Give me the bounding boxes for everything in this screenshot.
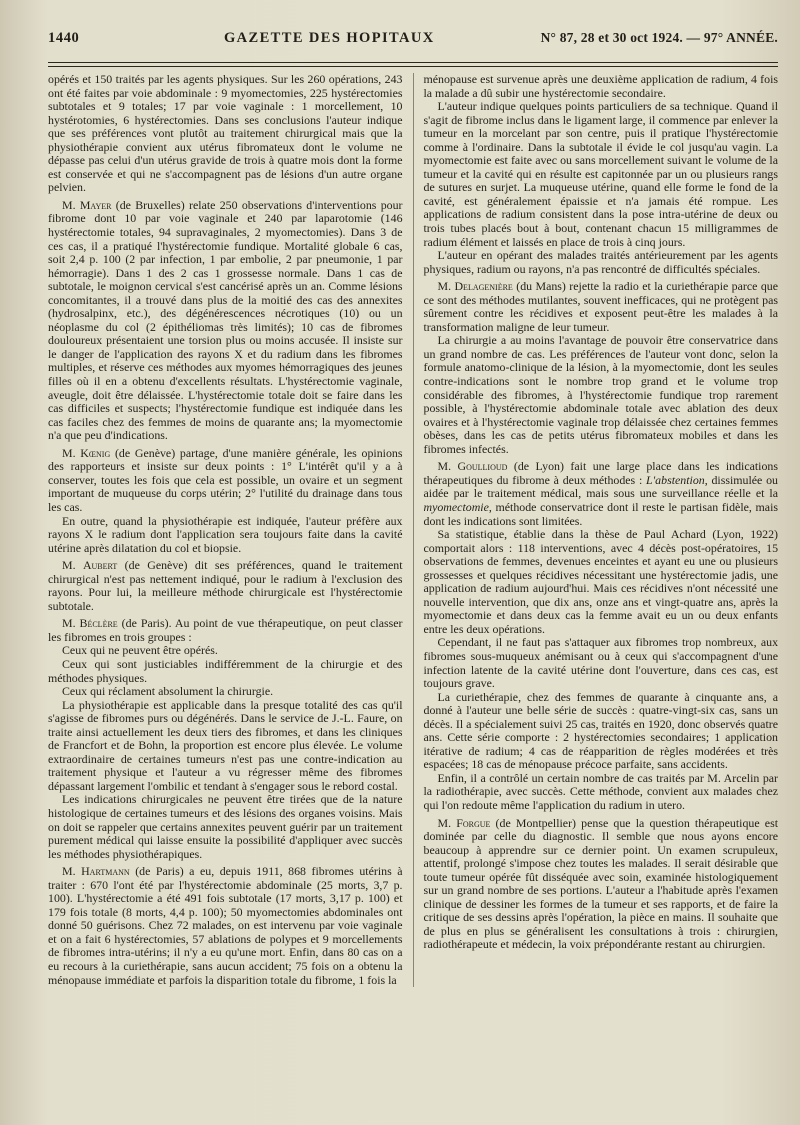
body-text: (de Genève) dit ses préférences, quand le traitement chirurgical n'est pas nettement indiqué, pour le radium à l'exclusion des rayons. Pour lui, la meilleure méthode chirurgicale est l'hystérectomie subtotale. <box>48 558 403 613</box>
body-text: Les indications chirurgicales ne peuvent être tirées que de la nature histologique de certaines tumeurs et des lésions des organes voisins. Mais on doit se rappeler que certains annexites peuvent guérir par un traitement purement médical qui laisse ensuite la possibilité d'appliquer avec succès les méthodes physiothérapiques. <box>48 792 403 861</box>
body-text: (de Paris) a eu, depuis 1911, 868 fibromes utérins à traiter : 670 l'ont été par l'hystérectomie abdominale (25 morts, 3,7 p. 100). L'hystérectomie a été 491 fois subtotale (17 morts, 3,17 p. 100) et 179 fois totale (8 morts, 4,4 p. 100); 50 myomectomies abdominales ont donné 50 guérisons. Chez 72 malades, on est intervenu par voie vaginale et on a fait 6 hystérectomies, 57 ablations de polypes et 9 morcellements de fibromes intra-utérins; il n'y a eu qu'une mort. Enfin, dans 80 cas on a eu recours à la curiethérapie, sans aucun accident; 75 fois on a obtenu la ménopause immédiate et parfois la disparition totale du fibrome, 1 fois la <box>48 864 403 987</box>
paragraph <box>424 249 779 276</box>
body-text: (de Paris). Au point de vue thérapeutique, on peut classer les fibromes en trois groupes : <box>48 616 403 644</box>
journal-title: GAZETTE DES HOPITAUX <box>223 30 435 46</box>
author-name: Mayer <box>79 197 112 212</box>
paragraph <box>48 793 403 861</box>
author-name: Hartmann <box>81 864 130 879</box>
paragraph <box>424 772 779 813</box>
body-text: L'auteur en opérant des malades traités antérieurement par les agents physiques, radium ou rayons, n'a pas rencontré de difficultés spéciales. <box>423 248 779 276</box>
paragraph <box>424 528 779 636</box>
body-text: La physiothérapie est applicable dans la presque totalité des cas qu'il s'agisse de fibromes purs ou dégénérés. Dans le service de J.-L. Faure, on traite ainsi actuellement les deux tiers des fibromes, et dans les cliniques de Francfort et de Bohn, la proportion est encore plus élevée. Le volume extraordinaire de certaines tumeurs n'est pas une contre-indication au traitement physique et l'auteur a vu régresser même des fibromes dépassant largement l'ombilic et tendant à s'engager sous le rebord costal. <box>48 697 403 793</box>
body-text: La curiethérapie, chez des femmes de quarante à cinquante ans, a donné à l'auteur une belle série de succès : quatre-vingt-six cas, sans un décès. Il a spécialement suivi 25 cas, traités en 1920, donc observés quatre ans. Cette série comporte : 2 hystérectomies secondaires; 1 application itérative de radium; 4 cas de réapparition de règles modérées et très espacées; 18 cas de ménopause précoce parfaite, sans accidents. <box>423 689 779 772</box>
body-text: , dissimulée ou aidée par le traitement médical, mais sous une surveillance réelle et la <box>423 472 779 501</box>
body-text: M. <box>62 197 80 212</box>
body-text: (de Montpellier) pense que la question thérapeutique est dominée par celle du diagnostic. Il semble que nous ayons encore beaucoup à apprendre sur ce dernier point. Un examen scrupuleux, attentif, prolongé s'impose chez toutes les malades. Il serait désirable que toute tumeur opérée fût disséquée avec soin, examinée histologiquement sur un grand nombre de ses portions. L'auteur a l'habitude après l'examen clinique de dessiner les formes de la tumeur et ses rapports, et de faire la critique de ses dessins après l'opération, la pièce en mains. Il souhaite que de plus en plus se généralisent les consultations à trois : chirurgien, radiothérapeute et médecin, la voix prépondérante restant au chirurgien. <box>423 815 779 952</box>
body-text: M. <box>62 864 82 879</box>
body-text: (de Lyon) fait une large place dans les indications thérapeutiques du fibrome à deux méthodes : <box>423 459 779 487</box>
page-number: 1440 <box>48 30 80 46</box>
paragraph <box>424 334 779 456</box>
paragraph <box>48 644 403 658</box>
paragraph <box>424 460 779 528</box>
body-text: En outre, quand la physiothérapie est indiquée, l'auteur préfère aux rayons X le radium dont l'application sera toujours faite dans la cavité utérine après dilatation du col et biopsie. <box>48 513 403 555</box>
author-name: Aubert <box>82 558 118 573</box>
column-divider <box>413 73 414 987</box>
paragraph <box>48 699 403 794</box>
body-text: , méthode conservatrice dont il reste le partisan fidèle, mais dont les indications sont limitées. <box>423 499 779 528</box>
body-text: Ceux qui ne peuvent être opérés. <box>62 643 218 658</box>
body-text: (de Bruxelles) relate 250 observations d'interventions pour fibrome dont 10 par voie vaginale et 240 par laparotomie (146 hystérectomie totales, 94 supravaginales, 2 myomectomies). Dans 3 de ces cas, il a pratiqué l'hystérectomie fundique. Mortalité globale 6 cas, soit 2,4 p. 100 (2 par infection, 1 par embolie, 2 par pneumonie, 1 par hémorragie). Dans 1 des 2 cas 1 grossesse normale. Dans 1 cas de subtotale, le moignon cervical s'est cancérisé après un an. Comme lésions concomitantes, il a trouvé dans plus de la moitié des cas des annexites (hydrosalpinx, etc.), des dégénérescences nécrotiques (10) ou un néoplasme du col (2 épithéliomas très limités); 10 cas de fibromes douloureux présentaient une torsion plus ou moins accusée. Il insiste sur le danger de l'application des rayons X et du radium dans les fibromes multiples, et réserve ces méthodes aux myomes hémorragiques des jeunes filles où il en a obtenu d'excellents résultats. L'hystérectomie vaginale, aveugle, doit être délaissée. L'hystérectomie totale doit se faire dans les cas difficiles et suspects; l'hystérectomie fundique est indiquée dans les cas faciles chez des femmes de moins de quarante ans; la myomectomie n'a que peu d'indications. <box>48 197 403 443</box>
body-text: M. <box>437 815 457 830</box>
paragraph <box>48 865 403 987</box>
paragraph <box>424 100 779 249</box>
paragraph <box>48 559 403 613</box>
body-text: La chirurgie a au moins l'avantage de pouvoir être conservatrice dans un grand nombre de cas. Les préférences de l'auteur vont donc, selon la formule anatomo-clinique de la lésion, à la myomectomie, dont les seules contre-indications sont le nombre trop grand et le volume trop considérable des fibromes, à l'hystérectomie fundique trop rarement possible, à l'hystérectomie abdominale totale avec ablation des deux ovaires et à l'hystérectomie vaginale trop délaissée chez certaines femmes obèses, dans les cas de petits utérus fibromateux mobiles et dans les fibromes infectés. <box>423 333 779 456</box>
body-text: M. <box>437 459 458 474</box>
body-text: Ceux qui sont justiciables indifféremment de la chirurgie et des méthodes physiques. <box>48 656 403 685</box>
author-name: Kœnig <box>80 445 111 460</box>
body-text: M. <box>437 279 455 294</box>
body-text: Cependant, il ne faut pas s'attaquer aux fibromes trop nombreux, aux fibromes sous-muqueux anémisant ou à ceux qui s'accompagnent d'une infection latente de la cavité utérine dont l'ouverture, dans ces cas, est toujours grave. <box>423 635 779 691</box>
emphasis-text: myomectomie <box>423 499 489 514</box>
right-column <box>424 73 779 987</box>
paragraph <box>48 658 403 685</box>
page-header <box>48 30 778 52</box>
header-rule-secondary <box>48 66 778 67</box>
author-name: Forgue <box>456 815 491 830</box>
body-text: L'auteur indique quelques points particuliers de sa technique. Quand il s'agit de fibrome inclus dans le ligament large, il commence par enlever la tumeur en la morcelant par son centre, puis il pratique l'hystérectomie comme à l'ordinaire. Dans la subtotale il évide le col jusqu'au vagin. La myomectomie est faite avec ou sans morcellement suivant le volume de la tumeur et la cavité qui en résulte est capitonnée par un ou plusieurs rangs de sutures en surjet. La muqueuse utérine, quand elle forme le fond de la cavité, est généralement épaissie et n'a jamais été rompue. Les applications de radium consistent dans la pose intra-utérine de deux ou trois tubes placés bout à bout, contenant chacun 15 milligrammes de radium élément et laissés en place de trois à cinq jours. <box>423 99 779 249</box>
body-text: (du Mans) rejette la radio et la curiethérapie parce que ce sont des méthodes mutilantes, souvent inefficaces, qui ne protègent pas sûrement contre les récidives et exposent peut-être les malades à la transformation maligne de leur tumeur. <box>423 279 779 334</box>
author-name: Goullioud <box>457 459 508 474</box>
paragraph <box>48 447 403 515</box>
paragraph <box>48 199 403 443</box>
header-rule <box>48 62 778 63</box>
emphasis-text: L'abstention <box>646 472 705 487</box>
paragraph <box>48 515 403 556</box>
author-name: Delagenière <box>454 279 513 294</box>
paragraph <box>424 691 779 772</box>
left-column <box>48 73 403 987</box>
paragraph <box>48 73 403 195</box>
issue-info: N° 87, 28 et 30 oct 1924. — 97° ANNÉE. <box>540 30 778 45</box>
paragraph <box>424 73 779 100</box>
paragraph <box>424 280 779 334</box>
body-text: Ceux qui réclament absolument la chirurgie. <box>62 684 274 699</box>
body-text: M. <box>62 558 83 573</box>
body-text: Enfin, il a contrôlé un certain nombre de cas traités par M. Arcelin par la radiothérapie, avec succès. Cette méthode, convient aux malades chez qui l'on redoute même l'application du radium in utero. <box>423 770 779 812</box>
paragraph <box>424 636 779 690</box>
body-text: ménopause est survenue après une deuxième application de radium, 4 fois la malade a dû subir une hystérectomie secondaire. <box>423 72 779 100</box>
body-text: M. <box>62 616 80 631</box>
paragraph <box>48 617 403 644</box>
article-columns <box>48 73 778 987</box>
paragraph <box>424 817 779 952</box>
body-text: opérés et 150 traités par les agents physiques. Sur les 260 opérations, 243 ont été faites par voie abdominale : 9 myomectomies, 225 hystérectomies subtotales et 9 totales; 17 par voie vaginale : 1 morcellement, 10 hystérotomies, 6 hystérectomies. Dans ses conclusions l'auteur indique que ses préférences vont plutôt au traitement chirurgical mais que la physiothérapie convient aux utérus fibromateux dont le volume ne dépasse pas celui d'un utérus gravide de trois à quatre mois dont la forme est conservée et qui ne s'accompagnent pas de lésions d'un autre organe pelvien. <box>48 72 403 195</box>
body-text: M. <box>62 445 81 460</box>
body-text: (de Genève) partage, d'une manière générale, les opinions des rapporteurs et insiste sur deux points : 1° L'intérêt qu'il y a à conserver, toutes les fois que cela est possible, un ovaire et un segment important de muqueuse du corps utérin; 2° l'utilité du drainage dans tous les cas. <box>48 445 403 514</box>
body-text: Sa statistique, établie dans la thèse de Paul Achard (Lyon, 1922) comportait alors : 118 interventions, avec 4 décès post-opératoires, 15 observations de femmes, devenues enceintes et ayant eu une ou plusieurs grossesses et quelques récidives nécessitant une hystérectomie jadis, une application de radium aujourd'hui. Mais ces récidives n'ont nécessité une nouvelle intervention, que dix ans, onze ans et vingt-quatre ans, après la myomectomie et dans deux cas la femme avait eu un ou deux enfants entre les deux opérations. <box>423 527 779 636</box>
paragraph <box>48 685 403 699</box>
author-name: Béclère <box>79 616 118 631</box>
